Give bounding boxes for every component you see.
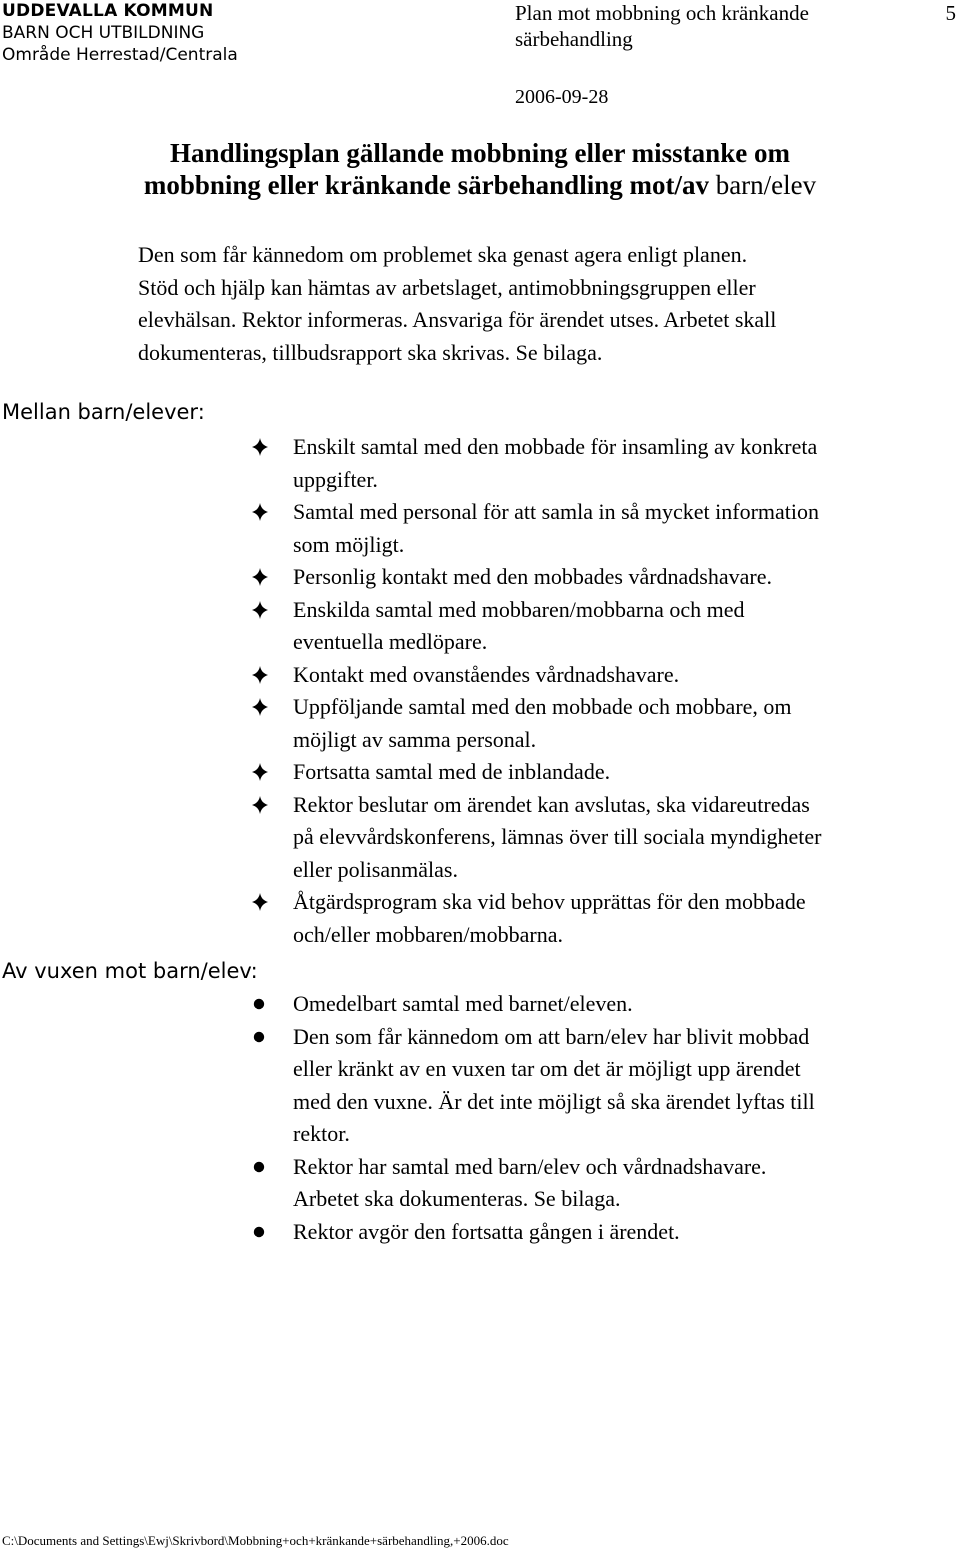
diamond-bullet-icon <box>250 756 278 788</box>
list-item-line: Fortsatta samtal med de inblandade. <box>293 759 611 784</box>
list-item-line: eller polisanmälas. <box>293 856 458 882</box>
list-item <box>250 789 960 887</box>
section-label-adult-to-pupil: Av vuxen mot barn/elev: <box>2 959 258 983</box>
department-name: BARN OCH UTBILDNING <box>2 23 205 43</box>
page-title-line-2 <box>0 169 960 201</box>
area-name: Område Herrestad/Centrala <box>2 45 238 65</box>
section-label-between-pupils: Mellan barn/elever: <box>2 400 205 424</box>
intro-line: elevhälsan. Rektor informeras. Ansvariga för ärendet utses. Arbetet skall <box>138 307 777 332</box>
list-item-line: eller kränkt av en vuxen tar om det är möjligt upp ärendet <box>293 1056 801 1081</box>
diamond-bullet-icon <box>250 594 278 626</box>
list-item-line: Åtgärdsprogram ska vid behov upprättas för den mobbade <box>293 889 806 914</box>
intro-line: Stöd och hjälp kan hämtas av arbetslaget, antimobbningsgruppen eller <box>138 274 756 300</box>
round-bullet-icon <box>250 1216 278 1248</box>
file-path-footer: C:\Documents and Settings\Ewj\Skrivbord\Mobbning+och+kränkande+särbehandling,+2006.doc <box>2 1533 509 1548</box>
diamond-bullet-icon <box>250 496 278 528</box>
list-item-line: Uppföljande samtal med den mobbade och mobbare, om <box>293 694 792 719</box>
list-item-line: uppgifter. <box>293 466 378 492</box>
list-item-line: Omedelbart samtal med barnet/eleven. <box>293 991 633 1016</box>
intro-paragraph <box>138 239 938 369</box>
list-item-line: rektor. <box>293 1121 350 1146</box>
intro-line: dokumenteras, tillbudsrapport ska skrivas. Se bilaga. <box>138 339 603 365</box>
list-item <box>250 691 960 756</box>
page-title-line-1: Handlingsplan gällande mobbning eller misstanke om <box>170 138 790 168</box>
list-item <box>250 659 960 692</box>
round-bullet-icon <box>250 1021 278 1053</box>
list-item-line: Rektor har samtal med barn/elev och vårdnadshavare. <box>293 1153 767 1179</box>
list-item <box>250 756 960 789</box>
list-item-line: eventuella medlöpare. <box>293 629 488 654</box>
list-item-line: Kontakt med ovanståendes vårdnadshavare. <box>293 661 680 687</box>
list-item <box>250 886 960 951</box>
list-item-line: som möjligt. <box>293 531 405 557</box>
document-date: 2006-09-28 <box>515 86 609 108</box>
list-item-line: med den vuxne. Är det inte möjligt så ska ärendet lyftas till <box>293 1088 815 1114</box>
organization-name: UDDEVALLA KOMMUN <box>2 1 214 21</box>
document-title-line-2: särbehandling <box>515 27 633 51</box>
page-number: 5 <box>945 1 956 25</box>
intro-line: Den som får kännedom om problemet ska genast agera enligt planen. <box>138 242 748 267</box>
list-item-line: på elevvårdskonferens, lämnas över till sociala myndigheter <box>293 824 822 849</box>
diamond-bullet-icon <box>250 886 278 918</box>
list-item <box>250 431 960 496</box>
list-item <box>250 1216 960 1249</box>
document-title-line-1: Plan mot mobbning och kränkande <box>515 1 809 25</box>
list-item-line: möjligt av samma personal. <box>293 726 537 752</box>
list-item-line: Personlig kontakt med den mobbades vårdnadshavare. <box>293 564 772 589</box>
list-item-line: och/eller mobbaren/mobbarna. <box>293 921 564 947</box>
round-bullet-icon <box>250 988 278 1020</box>
between-pupils-action-list <box>250 431 960 951</box>
list-item <box>250 496 960 561</box>
list-item-line: Den som får kännedom om att barn/elev har blivit mobbad <box>293 1023 810 1049</box>
list-item <box>250 1021 960 1151</box>
list-item-line: Samtal med personal för att samla in så mycket information <box>293 499 820 524</box>
list-item-line: Enskilt samtal med den mobbade för insamling av konkreta <box>293 434 818 459</box>
page-title <box>0 137 960 201</box>
page-title-line-2-normal: barn/elev <box>708 170 817 200</box>
page-title-line-2-bold: mobbning eller kränkande särbehandling mot/av <box>143 170 709 200</box>
list-item-line: Rektor avgör den fortsatta gången i ärendet. <box>293 1218 680 1244</box>
list-item <box>250 1151 960 1216</box>
diamond-bullet-icon <box>250 659 278 691</box>
diamond-bullet-icon <box>250 691 278 723</box>
document-header <box>515 0 895 110</box>
list-item-line: Arbetet ska dokumenteras. Se bilaga. <box>293 1186 621 1211</box>
list-item <box>250 594 960 659</box>
list-item-line: Rektor beslutar om ärendet kan avslutas, ska vidareutredas <box>293 791 810 817</box>
diamond-bullet-icon <box>250 561 278 593</box>
letterhead <box>2 0 238 66</box>
list-item-line: Enskilda samtal med mobbaren/mobbarna och med <box>293 596 745 622</box>
adult-to-pupil-action-list <box>250 988 960 1248</box>
list-item <box>250 561 960 594</box>
list-item <box>250 988 960 1021</box>
diamond-bullet-icon <box>250 789 278 821</box>
round-bullet-icon <box>250 1151 278 1183</box>
diamond-bullet-icon <box>250 431 278 463</box>
